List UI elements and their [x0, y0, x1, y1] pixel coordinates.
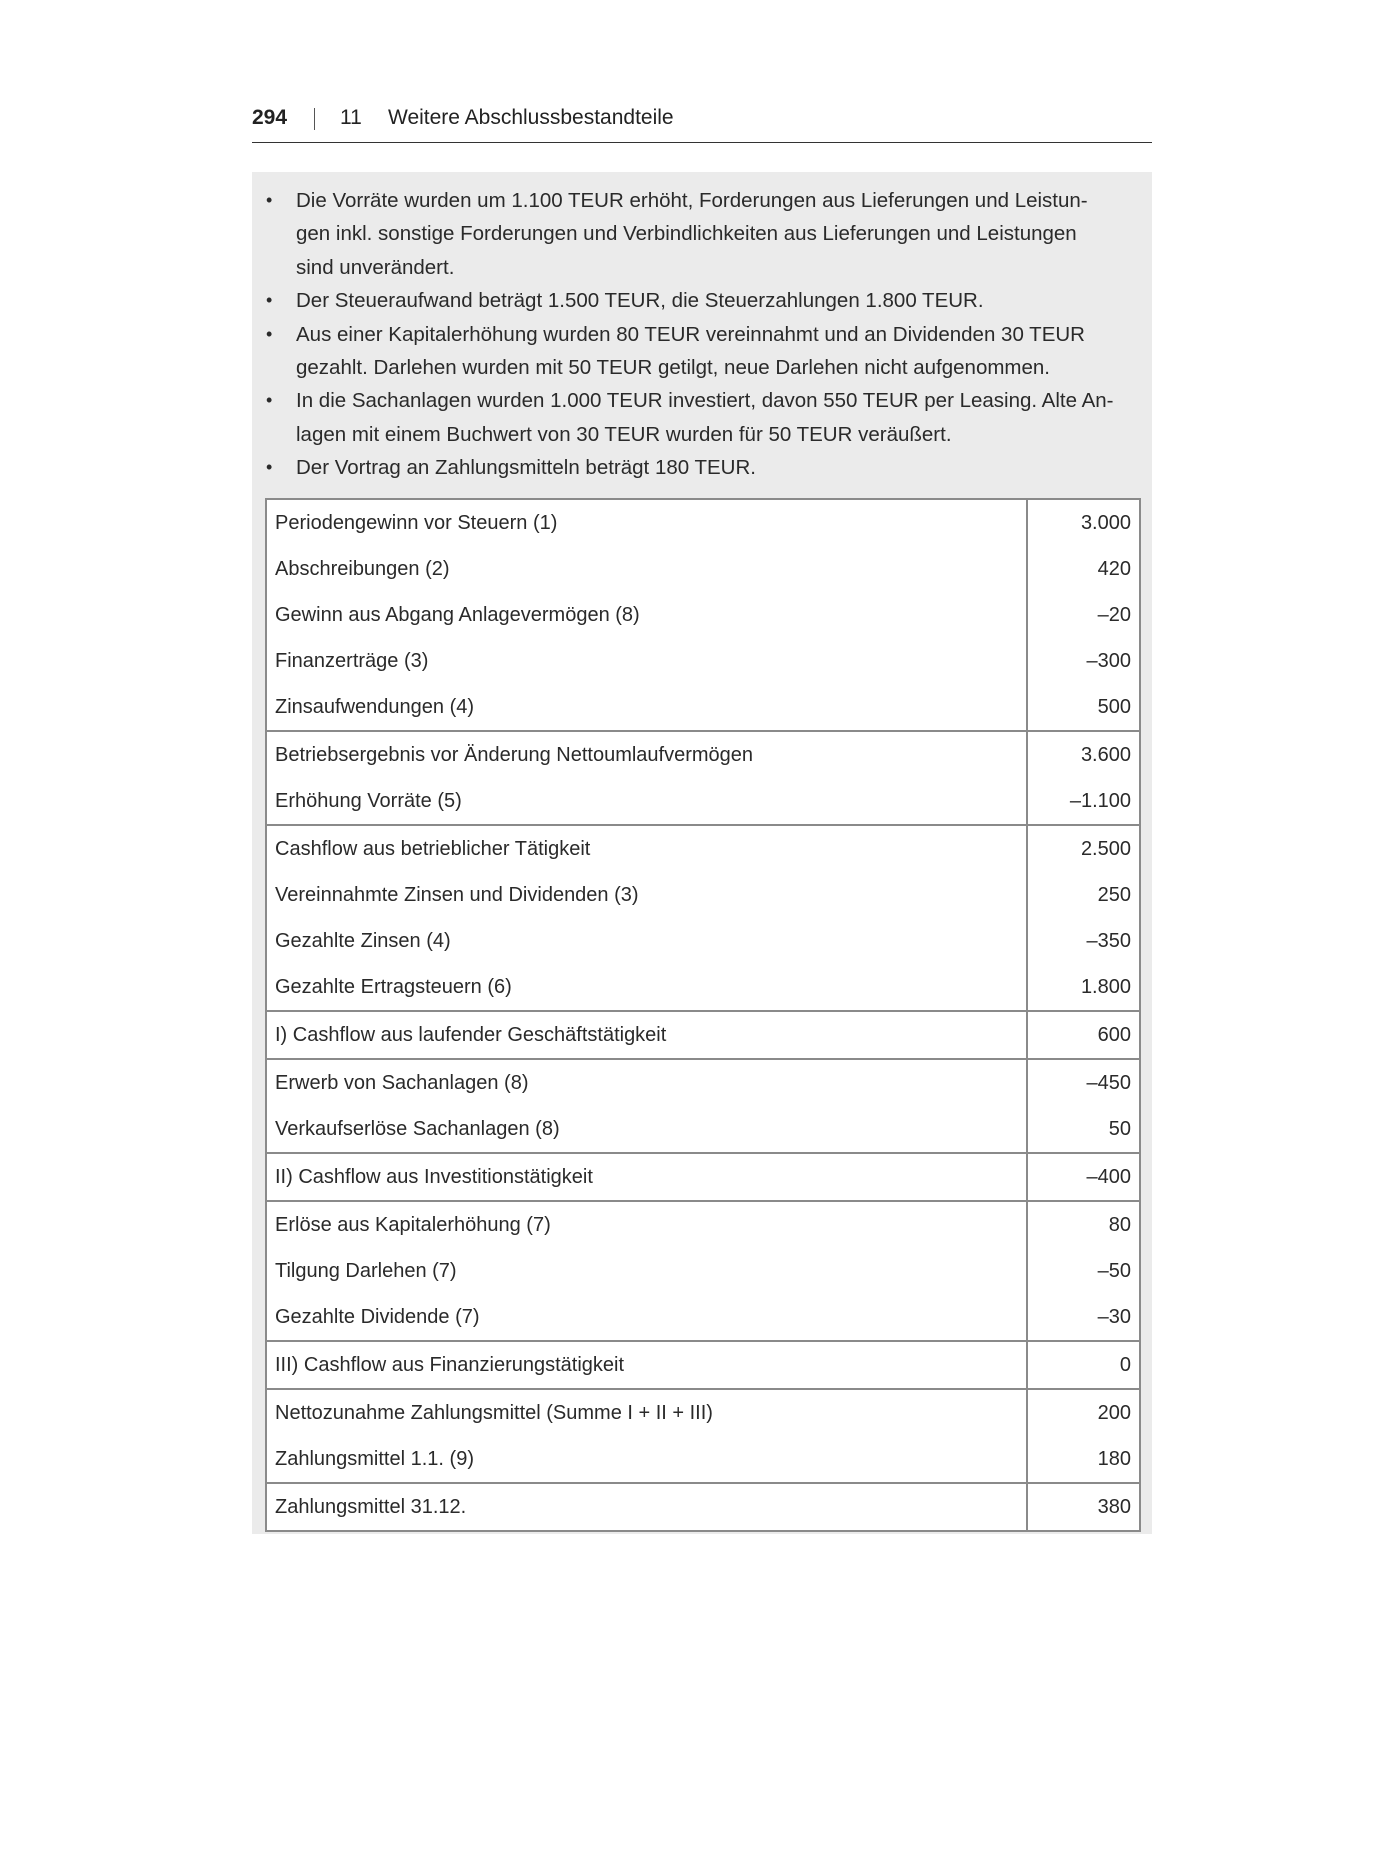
row-label: Tilgung Darlehen (7) [266, 1248, 1027, 1294]
table-row [266, 1248, 1140, 1294]
row-value: 80 [1027, 1201, 1140, 1248]
row-label: Nettozunahme Zahlungsmittel (Summe I + II + III) [266, 1389, 1027, 1436]
bullet-icon: • [266, 390, 273, 411]
cashflow-table [265, 498, 1141, 1532]
table-row [266, 1436, 1140, 1483]
bullet-list [252, 184, 1152, 485]
row-label: Gezahlte Ertragsteuern (6) [266, 964, 1027, 1011]
row-value: 3.000 [1080, 511, 1131, 534]
bullet-icon: • [266, 190, 273, 210]
chapter-title: Weitere Abschlussbestandteile [388, 106, 674, 129]
row-label: Finanzerträge (3) [266, 638, 1027, 684]
row-label: III) Cashflow aus Finanzierungstätigkeit [266, 1341, 1027, 1389]
table-row [266, 964, 1140, 1011]
row-value: 180 [1097, 1447, 1131, 1470]
row-value: –350 [1086, 929, 1131, 952]
row-label: Vereinnahmte Zinsen und Dividenden (3) [266, 872, 1027, 918]
row-value: 500 [1097, 695, 1131, 718]
row-value: –30 [1097, 1305, 1131, 1328]
row-label: II) Cashflow aus Investitionstätigkeit [266, 1153, 1027, 1201]
table-row [266, 872, 1140, 918]
row-label: Abschreibungen (2) [266, 546, 1027, 592]
row-value: 600 [1027, 1011, 1140, 1059]
row-value: 420 [1097, 557, 1131, 580]
table-row [266, 1341, 1140, 1389]
row-value: 1.800 [1080, 975, 1131, 998]
page-number: 294 [252, 106, 288, 129]
bullet-item [252, 318, 1152, 385]
table-row [266, 918, 1140, 964]
row-value: 0 [1027, 1341, 1140, 1389]
page-header [252, 100, 1152, 143]
bullet-item [252, 184, 1152, 284]
row-value: 50 [1108, 1117, 1131, 1140]
table-row [266, 1011, 1140, 1059]
bullet-text: Der Steueraufwand beträgt 1.500 TEUR, die Steuerzahlungen 1.800 TEUR. [296, 289, 984, 313]
bullet-text: In die Sachanlagen wurden 1.000 TEUR investiert, davon 550 TEUR per Leasing. Alte An- lagen mit einem Buchwert von 30 TEUR wurden für 50 TEUR veräußert. [296, 389, 1114, 446]
bullet-item [252, 384, 1152, 451]
chapter-number: 11 [340, 106, 362, 129]
row-label: Erwerb von Sachanlagen (8) [266, 1059, 1027, 1106]
row-value: –450 [1027, 1059, 1140, 1106]
bullet-item [252, 284, 1152, 317]
table-row [266, 1106, 1140, 1153]
row-label: Erlöse aus Kapitalerhöhung (7) [266, 1201, 1027, 1248]
table-row [266, 684, 1140, 731]
table-row [266, 499, 1140, 546]
row-value: 200 [1027, 1389, 1140, 1436]
row-label: Verkaufserlöse Sachanlagen (8) [266, 1106, 1027, 1153]
table-row [266, 638, 1140, 684]
bullet-text: Aus einer Kapitalerhöhung wurden 80 TEUR vereinnahmt und an Dividenden 30 TEUR gezahlt. Darlehen wurden mit 50 TEUR getilgt, neue Darlehen nicht aufgenommen. [296, 322, 1085, 380]
row-value: –300 [1086, 649, 1131, 672]
table-row [266, 1389, 1140, 1436]
row-value: –20 [1097, 603, 1131, 626]
bullet-icon: • [266, 323, 273, 344]
table-row [266, 825, 1140, 872]
row-label: Zinsaufwendungen (4) [266, 684, 1027, 731]
row-label: I) Cashflow aus laufender Geschäftstätigkeit [266, 1011, 1027, 1059]
row-label: Periodengewinn vor Steuern (1) [266, 499, 1027, 546]
row-label: Gezahlte Dividende (7) [266, 1294, 1027, 1341]
header-divider [314, 108, 315, 130]
table-row [266, 1153, 1140, 1201]
row-value: 380 [1027, 1483, 1140, 1531]
table-row [266, 1483, 1140, 1531]
row-value: –400 [1027, 1153, 1140, 1201]
row-value: –50 [1097, 1259, 1131, 1282]
bullet-item [252, 451, 1152, 484]
table-row [266, 1201, 1140, 1248]
row-label: Betriebsergebnis vor Änderung Nettoumlaufvermögen [266, 731, 1027, 778]
row-label: Gewinn aus Abgang Anlagevermögen (8) [266, 592, 1027, 638]
row-label: Erhöhung Vorräte (5) [266, 778, 1027, 825]
table-row [266, 592, 1140, 638]
example-box [252, 172, 1152, 1534]
table-row [266, 1294, 1140, 1341]
bullet-icon: • [266, 290, 273, 311]
row-value: 250 [1097, 883, 1131, 906]
bullet-icon: • [266, 457, 273, 478]
row-value: 2.500 [1027, 825, 1140, 872]
bullet-text: Die Vorräte wurden um 1.100 TEUR erhöht, Forderungen aus Lieferungen und Leistun- gen inkl. sonstige Forderungen und Verbindlichkeiten aus Lieferungen und Leistungen sind unverändert. [296, 189, 1088, 279]
row-label: Zahlungsmittel 31.12. [266, 1483, 1027, 1531]
table-row [266, 731, 1140, 778]
row-label: Gezahlte Zinsen (4) [266, 918, 1027, 964]
row-value: –1.100 [1069, 789, 1131, 812]
table-row [266, 778, 1140, 825]
bullet-text: Der Vortrag an Zahlungsmitteln beträgt 180 TEUR. [296, 456, 756, 480]
table-row [266, 546, 1140, 592]
table-row [266, 1059, 1140, 1106]
row-label: Zahlungsmittel 1.1. (9) [266, 1436, 1027, 1483]
row-label: Cashflow aus betrieblicher Tätigkeit [266, 825, 1027, 872]
row-value: 3.600 [1027, 731, 1140, 778]
